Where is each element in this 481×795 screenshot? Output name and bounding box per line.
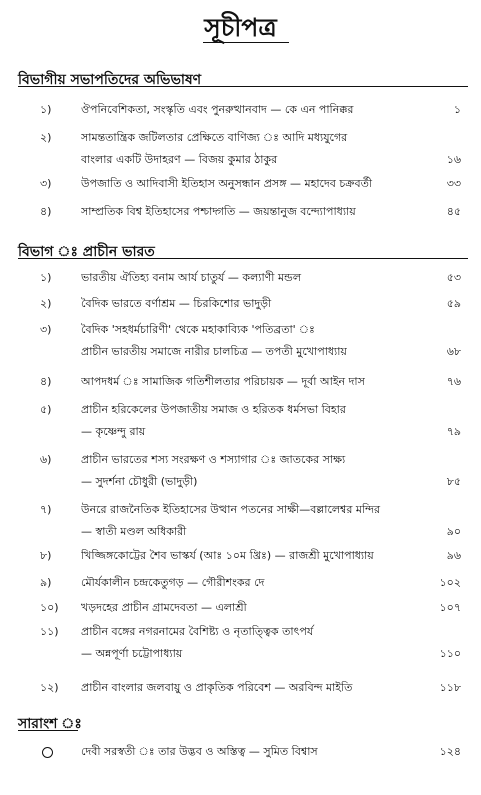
section-rule (18, 258, 468, 259)
page-number: ৯৬ (446, 549, 461, 562)
entry-number: ২) (40, 297, 52, 310)
entry-number: ৯) (40, 576, 52, 589)
entry-number: ৮) (40, 549, 52, 562)
entry-number: ৪) (40, 205, 52, 218)
page-number: ৯০ (446, 525, 461, 538)
page-number: ৮৫ (446, 475, 461, 488)
entry-number: ১০) (40, 601, 59, 614)
bullet-circle-icon (42, 747, 53, 758)
page-number: ৭৯ (446, 425, 461, 438)
entry-text: — অন্নপূর্ণা চট্টোপাধ্যায় (81, 647, 183, 660)
entry-text: দেবী সরস্বতী ঃ তার উদ্ভব ও অস্তিত্ব — সুমিত বিশ্বাস (81, 745, 318, 758)
entry-text: মৌর্যকালীন চন্দ্রকেতুগড় — গৌরীশংকর দে (81, 576, 265, 589)
page-number: ৬৮ (446, 345, 461, 358)
entry-text: উনরে রাজনৈতিক ইতিহাসের উত্থান পতনের সাক্ষী—বল্লালেশ্বর মন্দির (81, 503, 381, 516)
title-underline (203, 42, 289, 43)
page-number: ৫৯ (446, 297, 461, 310)
entry-text: প্রাচীন বাংলার জলবায়ু ও প্রাকৃতিক পরিবেশ — অরবিন্দ মাইতি (81, 681, 353, 694)
entry-number: ৩) (40, 323, 52, 336)
entry-text: আপদধর্ম ঃ সামাজিক গতিশীলতার পরিচায়ক — দূর্বা আইন দাস (81, 375, 365, 388)
entry-text: — কৃষ্ণেন্দু রায় (81, 425, 146, 438)
section-heading: বিভাগীয় সভাপতিদের অভিভাষণ (18, 72, 202, 88)
page-number: ৭৬ (446, 375, 461, 388)
entry-text: সামন্ততান্ত্রিক জটিলতার প্রেক্ষিতে বাণিজ্য ঃ আদি মধ্যযুগের (81, 131, 348, 144)
entry-text: প্রাচীন ভারতীয় সমাজে নারীর চালচিত্র — তপতী মুখোপাধ্যায় (81, 345, 347, 358)
entry-number: ১২) (40, 681, 59, 694)
entry-text: উপজাতি ও আদিবাসী ইতিহাস অনুসন্ধান প্রসঙ্গ — মহাদেব চক্রবর্তী (81, 177, 373, 190)
entry-text: সাম্প্রতিক বিশ্ব ইতিহাসের পশ্চাদ্গতি — জয়ন্তানুজ বন্দ্যোপাধ্যায় (81, 205, 356, 218)
page-number: ১০২ (439, 576, 461, 589)
entry-text: খড়দহের প্রাচীন গ্রামদেবতা — এলাশ্রী (81, 601, 247, 614)
page-number: ১১০ (439, 647, 461, 660)
page-number: ৪৫ (446, 205, 461, 218)
entry-number: ১১) (40, 625, 59, 638)
entry-number: ৭) (40, 503, 52, 516)
entry-text: প্রাচীন ভারতের শস্য সংরক্ষণ ও শস্যাগার ঃ জাতকের সাক্ষ্য (81, 453, 346, 466)
page-number: ৩৩ (446, 177, 461, 190)
page-number: ১২৪ (439, 745, 461, 758)
entry-text: — স্বাতী মণ্ডল অধিকারী (81, 525, 187, 538)
entry-text: খিজ্জিঙ্গকোট্টের শৈব ভাস্কর্য (আঃ ১০ম খ্রিঃ) — রাজশ্রী মুখোপাধ্যায় (81, 549, 374, 562)
entry-number: ১) (40, 271, 52, 284)
entry-text: প্রাচীন হরিকেলের উপজাতীয় সমাজ ও হরিতক ধর্মসভা বিহার (81, 403, 346, 416)
page-number: ৫৩ (446, 271, 461, 284)
page-number: ১১৮ (439, 681, 461, 694)
page-number: ১ (453, 103, 461, 116)
entry-text: — সুদর্শনা চৌধুরী (ভাদুড়ী) (81, 475, 198, 488)
entry-text: প্রাচীন বঙ্গের নগরনামের বৈশিষ্ট্য ও নৃতাত্ত্বিক তাৎপর্য (81, 625, 314, 638)
entry-text: বৈদিক ভারতে বর্ণাশ্রম — চিরকিশোর ভাদুড়ী (81, 297, 272, 310)
entry-number: ৬) (40, 453, 52, 466)
section-rule (18, 730, 78, 731)
section-heading: বিভাগ ঃ প্রাচীন ভারত (18, 244, 155, 260)
page-number: ১০৭ (439, 601, 461, 614)
section-heading: সারাংশ ঃ (18, 716, 82, 732)
entry-text: ভারতীয় ঐতিহ্য বনাম আর্য চাতুর্য — কল্যাণী মন্ডল (81, 271, 302, 284)
entry-text: বৈদিক 'সহধর্মচারিণী' থেকে মহাকাব্যিক 'পতিব্রতা' ঃ (81, 323, 315, 336)
entry-text: ঔপনিবেশিকতা, সংস্কৃতি এবং পুনরুত্থানবাদ — কে এন পানিক্কর (81, 103, 354, 116)
section-rule (18, 86, 468, 87)
entry-number: ২) (40, 131, 52, 144)
page-title: সূচীপত্র (204, 13, 277, 42)
entry-text: বাংলার একটি উদাহরণ — বিজয় কুমার ঠাকুর (81, 153, 278, 166)
entry-number: ৩) (40, 177, 52, 190)
entry-number: ৫) (40, 403, 52, 416)
entry-number: ১) (40, 103, 52, 116)
page-number: ১৬ (446, 153, 461, 166)
entry-number: ৪) (40, 375, 52, 388)
